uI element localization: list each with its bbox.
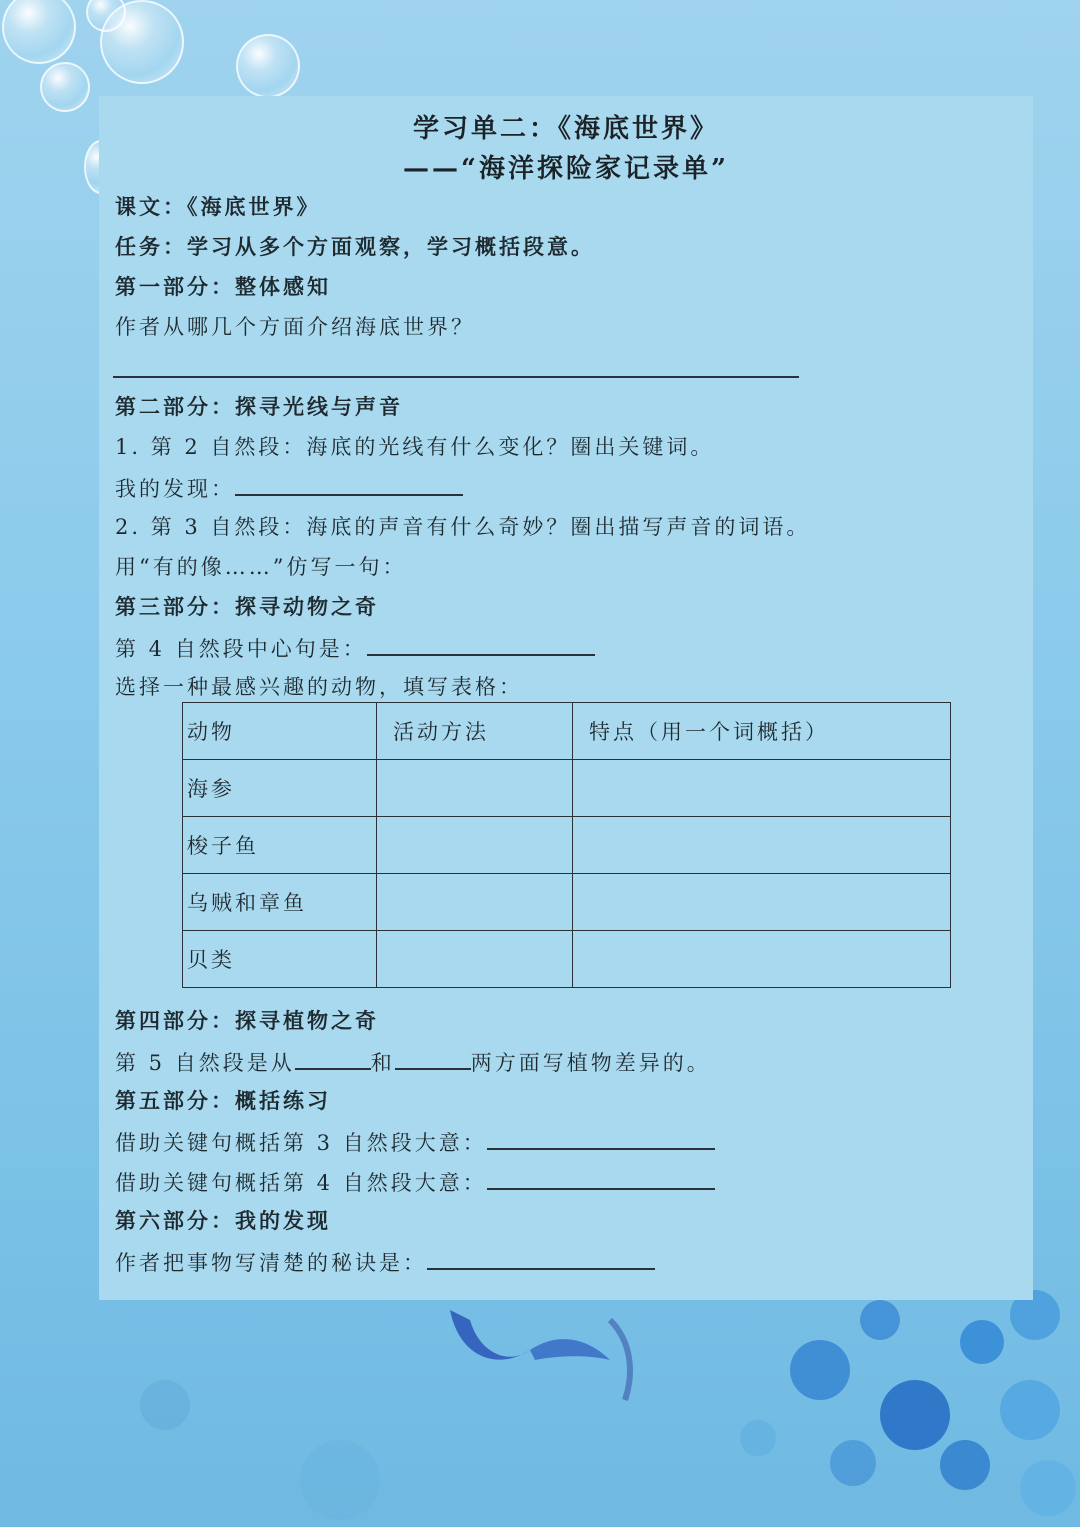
table-row bbox=[183, 874, 951, 931]
part2-heading: 第二部分：探寻光线与声音 bbox=[115, 394, 403, 419]
part5-q1-row bbox=[115, 1126, 715, 1158]
bubble-dot bbox=[960, 1320, 1004, 1364]
part5-q2-blank[interactable] bbox=[487, 1166, 715, 1190]
part5-q1-blank[interactable] bbox=[487, 1126, 715, 1150]
table-header-cell: 动物 bbox=[183, 703, 377, 760]
part4-sentence-end: 两方面写植物差异的。 bbox=[470, 1051, 711, 1075]
feature-cell[interactable] bbox=[573, 760, 951, 817]
part5-heading: 第五部分：概括练习 bbox=[115, 1088, 331, 1113]
part5-q1-label: 借助关键句概括第 3 自然段大意： bbox=[115, 1131, 487, 1155]
table-row bbox=[183, 760, 951, 817]
part3-heading: 第三部分：探寻动物之奇 bbox=[115, 594, 379, 619]
animal-name-cell: 梭子鱼 bbox=[183, 817, 377, 874]
part1-question: 作者从哪几个方面介绍海底世界？ bbox=[115, 315, 475, 339]
part2-answer1-row bbox=[115, 472, 463, 504]
movement-method-cell[interactable] bbox=[377, 817, 573, 874]
lesson-label: 课文：《海底世界》 bbox=[115, 194, 321, 219]
bubble-dot bbox=[830, 1440, 876, 1486]
movement-method-cell[interactable] bbox=[377, 760, 573, 817]
bubble-dot bbox=[300, 1440, 380, 1520]
feature-cell[interactable] bbox=[573, 874, 951, 931]
table-header-cell: 活动方法 bbox=[377, 703, 573, 760]
part2-question2: 2. 第 3 自然段：海底的声音有什么奇妙？圈出描写声音的词语。 bbox=[115, 515, 811, 539]
bubble-dot bbox=[790, 1340, 850, 1400]
part2-imitation-prompt: 用“有的像……”仿写一句： bbox=[115, 555, 407, 579]
worksheet-title: 学习单二：《海底世界》 bbox=[412, 114, 719, 144]
part4-heading: 第四部分：探寻植物之奇 bbox=[115, 1008, 379, 1033]
feature-cell[interactable] bbox=[573, 931, 951, 988]
bubble-dot bbox=[880, 1380, 950, 1450]
part4-blank-1[interactable] bbox=[295, 1046, 371, 1070]
animal-name-cell: 贝类 bbox=[183, 931, 377, 988]
animal-table bbox=[182, 702, 951, 988]
bubble-dot bbox=[140, 1380, 190, 1430]
my-discovery-blank[interactable] bbox=[235, 472, 463, 496]
bubble-decoration bbox=[236, 34, 300, 98]
animal-name-cell: 乌贼和章鱼 bbox=[183, 874, 377, 931]
feature-cell[interactable] bbox=[573, 817, 951, 874]
table-row bbox=[183, 931, 951, 988]
worksheet-subtitle: ——“海洋探险家记录单” bbox=[403, 154, 729, 184]
bubble-dot bbox=[860, 1300, 900, 1340]
part5-q2-row bbox=[115, 1166, 715, 1198]
table-header-row bbox=[183, 703, 951, 760]
center-sentence-label: 第 4 自然段中心句是： bbox=[115, 637, 367, 661]
part1-answer-line[interactable] bbox=[113, 376, 799, 378]
part4-blank-2[interactable] bbox=[395, 1046, 471, 1070]
table-header-cell: 特点（用一个词概括） bbox=[573, 703, 951, 760]
bubble-dot bbox=[740, 1420, 776, 1456]
part4-sentence bbox=[115, 1046, 711, 1078]
part6-heading: 第六部分：我的发现 bbox=[115, 1208, 331, 1233]
table-row bbox=[183, 817, 951, 874]
part5-q2-label: 借助关键句概括第 4 自然段大意： bbox=[115, 1171, 487, 1195]
my-discovery-label: 我的发现： bbox=[115, 477, 235, 501]
part6-q1-blank[interactable] bbox=[427, 1246, 655, 1270]
center-sentence-blank[interactable] bbox=[367, 632, 595, 656]
bubble-dot bbox=[940, 1440, 990, 1490]
table-prompt: 选择一种最感兴趣的动物，填写表格： bbox=[115, 675, 523, 699]
task-label: 任务：学习从多个方面观察，学习概括段意。 bbox=[115, 234, 595, 259]
part6-q1-row bbox=[115, 1246, 655, 1278]
movement-method-cell[interactable] bbox=[377, 874, 573, 931]
bubble-decoration bbox=[2, 0, 76, 64]
bubble-decoration bbox=[40, 62, 90, 112]
bubble-dot bbox=[1000, 1380, 1060, 1440]
part4-sentence-mid: 和 bbox=[370, 1051, 395, 1075]
part6-q1-label: 作者把事物写清楚的秘诀是： bbox=[115, 1251, 427, 1275]
bubble-dot bbox=[1020, 1460, 1076, 1516]
center-sentence-row bbox=[115, 632, 595, 664]
movement-method-cell[interactable] bbox=[377, 931, 573, 988]
animal-name-cell: 海参 bbox=[183, 760, 377, 817]
worksheet-panel bbox=[99, 96, 1033, 1300]
part2-question1: 1. 第 2 自然段：海底的光线有什么变化？圈出关键词。 bbox=[115, 435, 715, 459]
part1-heading: 第一部分：整体感知 bbox=[115, 274, 331, 299]
part4-sentence-start: 第 5 自然段是从 bbox=[115, 1051, 295, 1075]
fish-decoration bbox=[440, 1300, 650, 1410]
